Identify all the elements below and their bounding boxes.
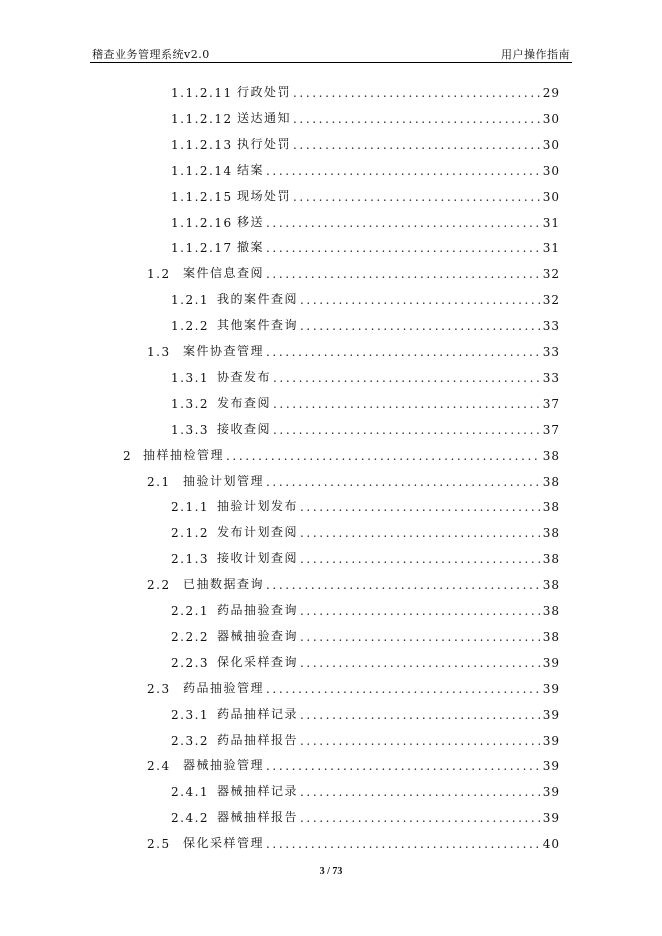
toc-leader-dots <box>300 811 541 825</box>
toc-entry[interactable] <box>171 728 560 748</box>
toc-entry-page: 31 <box>542 215 560 230</box>
toc-entry-title: 我的案件查阅 <box>217 292 299 307</box>
toc-leader-dots <box>273 423 541 437</box>
toc-entry[interactable] <box>171 313 560 333</box>
toc-entry-number: 2.4 <box>147 759 171 774</box>
toc-entry-number: 1.2 <box>147 267 171 282</box>
toc-entry-number: 2.3 <box>147 681 171 696</box>
toc-leader-dots <box>293 190 541 204</box>
toc-entry-number: 2.3.1 <box>171 707 210 722</box>
toc-entry-number: 2.3.2 <box>171 733 210 748</box>
toc-entry[interactable] <box>171 624 560 644</box>
toc-entry-title: 器械抽验查询 <box>217 628 299 643</box>
page-header <box>90 44 572 63</box>
toc-entry-page: 38 <box>542 629 560 644</box>
toc-leader-dots <box>300 604 541 618</box>
toc-entry-title: 药品抽样报告 <box>217 732 299 747</box>
toc-entry-title: 抽验计划发布 <box>217 499 299 514</box>
toc-leader-dots <box>293 86 541 100</box>
toc-entry-page: 33 <box>542 319 560 334</box>
toc-entry[interactable] <box>171 365 560 385</box>
toc-entry-title: 药品抽验查询 <box>217 603 299 617</box>
toc-entry-title: 药品抽验管理 <box>183 680 265 695</box>
toc-entry[interactable] <box>147 572 560 592</box>
toc-entry-title: 现场处罚 <box>237 188 292 203</box>
toc-entry-title: 送达通知 <box>237 110 292 125</box>
toc-leader-dots <box>300 552 541 566</box>
toc-entry-page: 30 <box>542 189 560 204</box>
toc-entry-title: 执行处罚 <box>237 136 292 151</box>
toc-entry-title: 接收计划查阅 <box>217 551 299 566</box>
toc-entry-page: 32 <box>542 293 560 308</box>
toc-leader-dots <box>266 345 541 359</box>
toc-entry-title: 器械抽样记录 <box>217 784 299 799</box>
toc-entry-page: 39 <box>542 785 560 800</box>
toc-entry-page: 37 <box>542 422 560 437</box>
toc-entry-page: 30 <box>542 163 560 178</box>
toc-entry-number: 1.1.2.15 <box>171 189 233 204</box>
toc-entry-number: 2.4.2 <box>171 811 210 826</box>
toc-entry-title: 结案 <box>237 162 265 177</box>
toc-entry-title: 器械抽样报告 <box>217 810 299 825</box>
toc-entry-number: 2.2.2 <box>171 629 210 644</box>
toc-entry[interactable] <box>171 779 560 799</box>
toc-entry-page: 39 <box>542 733 560 748</box>
toc-entry-title: 器械抽验管理 <box>183 758 265 773</box>
toc-entry[interactable] <box>171 235 560 255</box>
toc-entry[interactable] <box>171 417 560 437</box>
toc-entry-page: 38 <box>542 604 560 618</box>
toc-leader-dots <box>266 682 541 696</box>
toc-entry[interactable] <box>171 546 560 566</box>
header-document-title: 稽查业务管理系统v2.0 <box>92 48 210 61</box>
toc-entry-page: 38 <box>542 474 560 489</box>
toc-leader-dots <box>300 708 541 722</box>
toc-entry-page: 29 <box>542 86 560 100</box>
toc-entry-title: 行政处罚 <box>237 85 292 99</box>
toc-leader-dots <box>266 267 541 281</box>
toc-entry-page: 31 <box>542 241 560 256</box>
toc-entry-number: 2.2.3 <box>171 655 210 670</box>
toc-entry-number: 1.1.2.13 <box>171 137 233 152</box>
toc-entry-title: 撤案 <box>237 240 265 255</box>
toc-entry-number: 1.1.2.14 <box>171 163 233 178</box>
toc-entry[interactable] <box>171 287 560 307</box>
toc-entry[interactable] <box>171 391 560 411</box>
toc-entry-title: 保化采样查询 <box>217 654 299 669</box>
toc-entry-number: 1.1.2.16 <box>171 215 233 230</box>
toc-entry-number: 1.2.1 <box>171 293 210 308</box>
toc-entry-page: 38 <box>542 448 560 463</box>
toc-entry-page: 32 <box>542 267 560 282</box>
toc-entry-title: 抽样抽检管理 <box>143 447 225 462</box>
toc-leader-dots <box>293 138 541 152</box>
toc-entry[interactable] <box>171 805 560 825</box>
toc-entry[interactable] <box>171 650 560 670</box>
toc-entry-number: 2.1.3 <box>171 552 210 567</box>
toc-entry-page: 38 <box>542 500 560 515</box>
toc-leader-dots <box>266 578 541 592</box>
toc-entry-number: 1.3.2 <box>171 396 210 411</box>
toc-entry-title: 发布查阅 <box>217 395 272 410</box>
toc-entry[interactable] <box>147 469 560 489</box>
toc-entry-page: 39 <box>542 811 560 826</box>
toc-leader-dots <box>226 449 541 463</box>
toc-entry-page: 33 <box>542 370 560 385</box>
page-number: 3 / 73 <box>319 866 343 877</box>
toc-entry-page: 30 <box>542 111 560 126</box>
toc-entry-page: 38 <box>542 552 560 567</box>
toc-entry[interactable] <box>147 753 560 773</box>
toc-entry[interactable] <box>147 676 560 696</box>
toc-entry-title: 抽验计划管理 <box>183 473 265 488</box>
toc-entry-page: 30 <box>542 137 560 152</box>
toc-entry[interactable] <box>171 520 560 540</box>
toc-leader-dots <box>293 112 541 126</box>
toc-entry[interactable] <box>147 831 560 851</box>
toc-leader-dots <box>266 759 541 773</box>
toc-entry[interactable] <box>171 702 560 722</box>
toc-leader-dots <box>300 734 541 748</box>
toc-leader-dots <box>300 319 541 333</box>
toc-leader-dots <box>266 216 541 230</box>
toc-entry-number: 2.4.1 <box>171 785 210 800</box>
toc-entry[interactable] <box>171 106 560 126</box>
toc-entry-page: 39 <box>542 759 560 774</box>
toc-entry-number: 2.5 <box>147 837 171 852</box>
toc-leader-dots <box>266 475 541 489</box>
toc-entry-number: 1.1.2.17 <box>171 241 233 256</box>
toc-entry-number: 2 <box>123 448 133 463</box>
toc-entry-title: 接收查阅 <box>217 421 272 436</box>
toc-leader-dots <box>300 500 541 514</box>
toc-leader-dots <box>273 397 541 411</box>
toc-entry-page: 37 <box>542 396 560 411</box>
toc-entry[interactable] <box>123 443 560 463</box>
toc-entry-page: 38 <box>542 578 560 593</box>
toc-entry-page: 38 <box>542 526 560 541</box>
toc-entry-title: 已抽数据查询 <box>183 577 265 592</box>
header-section-title: 用户操作指南 <box>501 48 570 61</box>
toc-entry-number: 2.1.1 <box>171 500 210 515</box>
toc-leader-dots <box>300 526 541 540</box>
toc-entry-number: 2.1.2 <box>171 526 210 541</box>
toc-entry-number: 1.2.2 <box>171 319 210 334</box>
toc-entry[interactable] <box>171 184 560 204</box>
toc-entry-title: 案件信息查阅 <box>183 266 265 281</box>
toc-entry-number: 1.3 <box>147 345 171 359</box>
toc-leader-dots <box>266 164 541 178</box>
toc-entry-number: 2.1 <box>147 474 171 489</box>
toc-leader-dots <box>266 837 541 851</box>
toc-entry-page: 39 <box>542 681 560 696</box>
toc-entry[interactable] <box>171 598 560 618</box>
toc-entry-page: 39 <box>542 707 560 722</box>
toc-leader-dots <box>300 293 541 307</box>
toc-entry[interactable] <box>171 158 560 178</box>
toc-entry[interactable] <box>171 80 560 100</box>
toc-entry-title: 移送 <box>237 214 265 229</box>
toc-entry-page: 39 <box>542 655 560 670</box>
toc-leader-dots <box>300 656 541 670</box>
toc-entry-page: 33 <box>542 345 560 359</box>
toc-entry-number: 1.3.3 <box>171 422 210 437</box>
toc-entry[interactable] <box>171 494 560 514</box>
toc-leader-dots <box>300 785 541 799</box>
toc-entry-title: 药品抽样记录 <box>217 706 299 721</box>
toc-entry-number: 1.1.2.11 <box>171 86 233 100</box>
toc-leader-dots <box>266 241 541 255</box>
toc-entry-page: 40 <box>542 837 560 852</box>
toc-entry-number: 2.2.1 <box>171 604 210 618</box>
toc-entry-title: 协查发布 <box>217 369 272 384</box>
toc-entry[interactable] <box>147 339 560 359</box>
toc-entry-title: 其他案件查询 <box>217 318 299 333</box>
toc-leader-dots <box>300 630 541 644</box>
toc-entry-title: 保化采样管理 <box>183 836 265 851</box>
toc-entry[interactable] <box>171 210 560 230</box>
toc-entry[interactable] <box>171 132 560 152</box>
toc-entry-number: 1.3.1 <box>171 370 210 385</box>
toc-entry-title: 案件协查管理 <box>183 344 265 358</box>
toc-entry-number: 1.1.2.12 <box>171 111 233 126</box>
toc-entry-title: 发布计划查阅 <box>217 525 299 540</box>
toc-entry[interactable] <box>147 261 560 281</box>
toc-leader-dots <box>273 371 541 385</box>
toc-entry-number: 2.2 <box>147 578 171 593</box>
